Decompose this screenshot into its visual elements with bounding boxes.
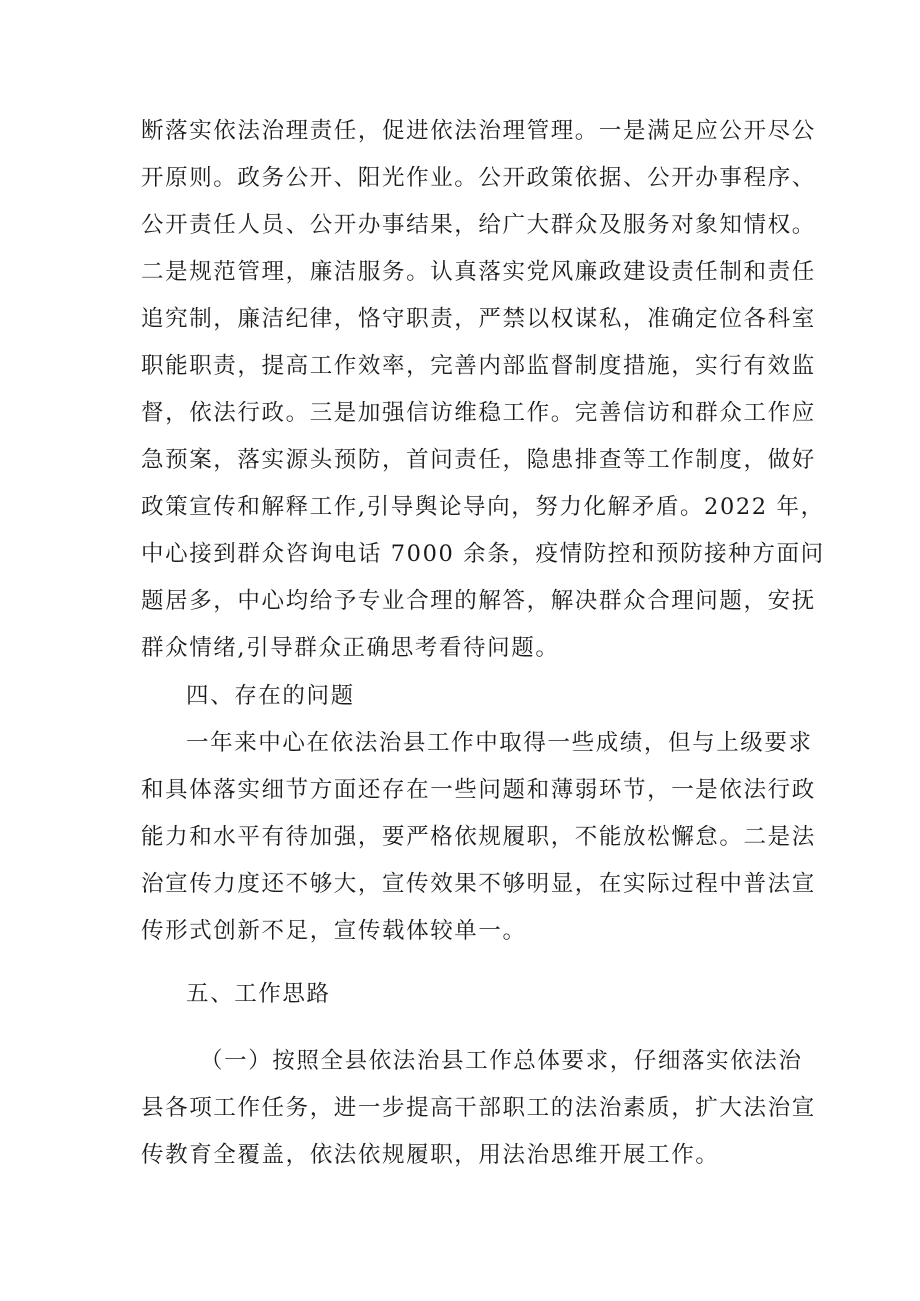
text-line: （一）按照全县依法治县工作总体要求，仔细落实依法治 <box>200 1048 803 1074</box>
text-line: 中心接到群众咨询电话 7000 余条，疫情防控和预防接种方面问 <box>141 541 825 567</box>
section-heading: 四、存在的问题 <box>186 683 355 709</box>
text-line: 和具体落实细节方面还存在一些问题和薄弱环节，一是依法行政 <box>141 777 816 803</box>
text-line: 能力和水平有待加强，要严格依规履职，不能放松懈怠。二是法 <box>141 824 816 850</box>
text-line: 追究制，廉洁纪律，恪守职责，严禁以权谋私，准确定位各科室 <box>141 306 816 332</box>
text-line: 职能职责，提高工作效率，完善内部监督制度措施，实行有效监 <box>141 353 816 379</box>
text-line: 传教育全覆盖，依法依规履职，用法治思维开展工作。 <box>141 1142 720 1168</box>
text-line: 治宣传力度还不够大，宣传效果不够明显，在实际过程中普法宣 <box>141 871 816 897</box>
text-line: 政策宣传和解释工作,引导舆论导向，努力化解矛盾。2022 年， <box>141 494 825 520</box>
text-line: 题居多，中心均给予专业合理的解答，解决群众合理问题，安抚 <box>141 588 816 614</box>
text-line: 县各项工作任务，进一步提高干部职工的法治素质，扩大法治宣 <box>141 1095 816 1121</box>
text-line: 传形式创新不足，宣传载体较单一。 <box>141 918 527 944</box>
text-line: 二是规范管理，廉洁服务。认真落实党风廉政建设责任制和责任 <box>141 259 816 285</box>
text-line: 开原则。政务公开、阳光作业。公开政策依据、公开办事程序、 <box>141 165 816 191</box>
text-line: 群众情绪,引导群众正确思考看待问题。 <box>141 635 560 661</box>
text-line: 一年来中心在依法治县工作中取得一些成绩，但与上级要求 <box>186 730 813 756</box>
text-line: 急预案，落实源头预防，首问责任，隐患排查等工作制度，做好 <box>141 447 816 473</box>
section-heading: 五、工作思路 <box>186 981 331 1007</box>
text-line: 督，依法行政。三是加强信访维稳工作。完善信访和群众工作应 <box>141 400 816 426</box>
text-line: 断落实依法治理责任，促进依法治理管理。一是满足应公开尽公 <box>141 118 816 144</box>
text-line: 公开责任人员、公开办事结果，给广大群众及服务对象知情权。 <box>141 212 816 238</box>
